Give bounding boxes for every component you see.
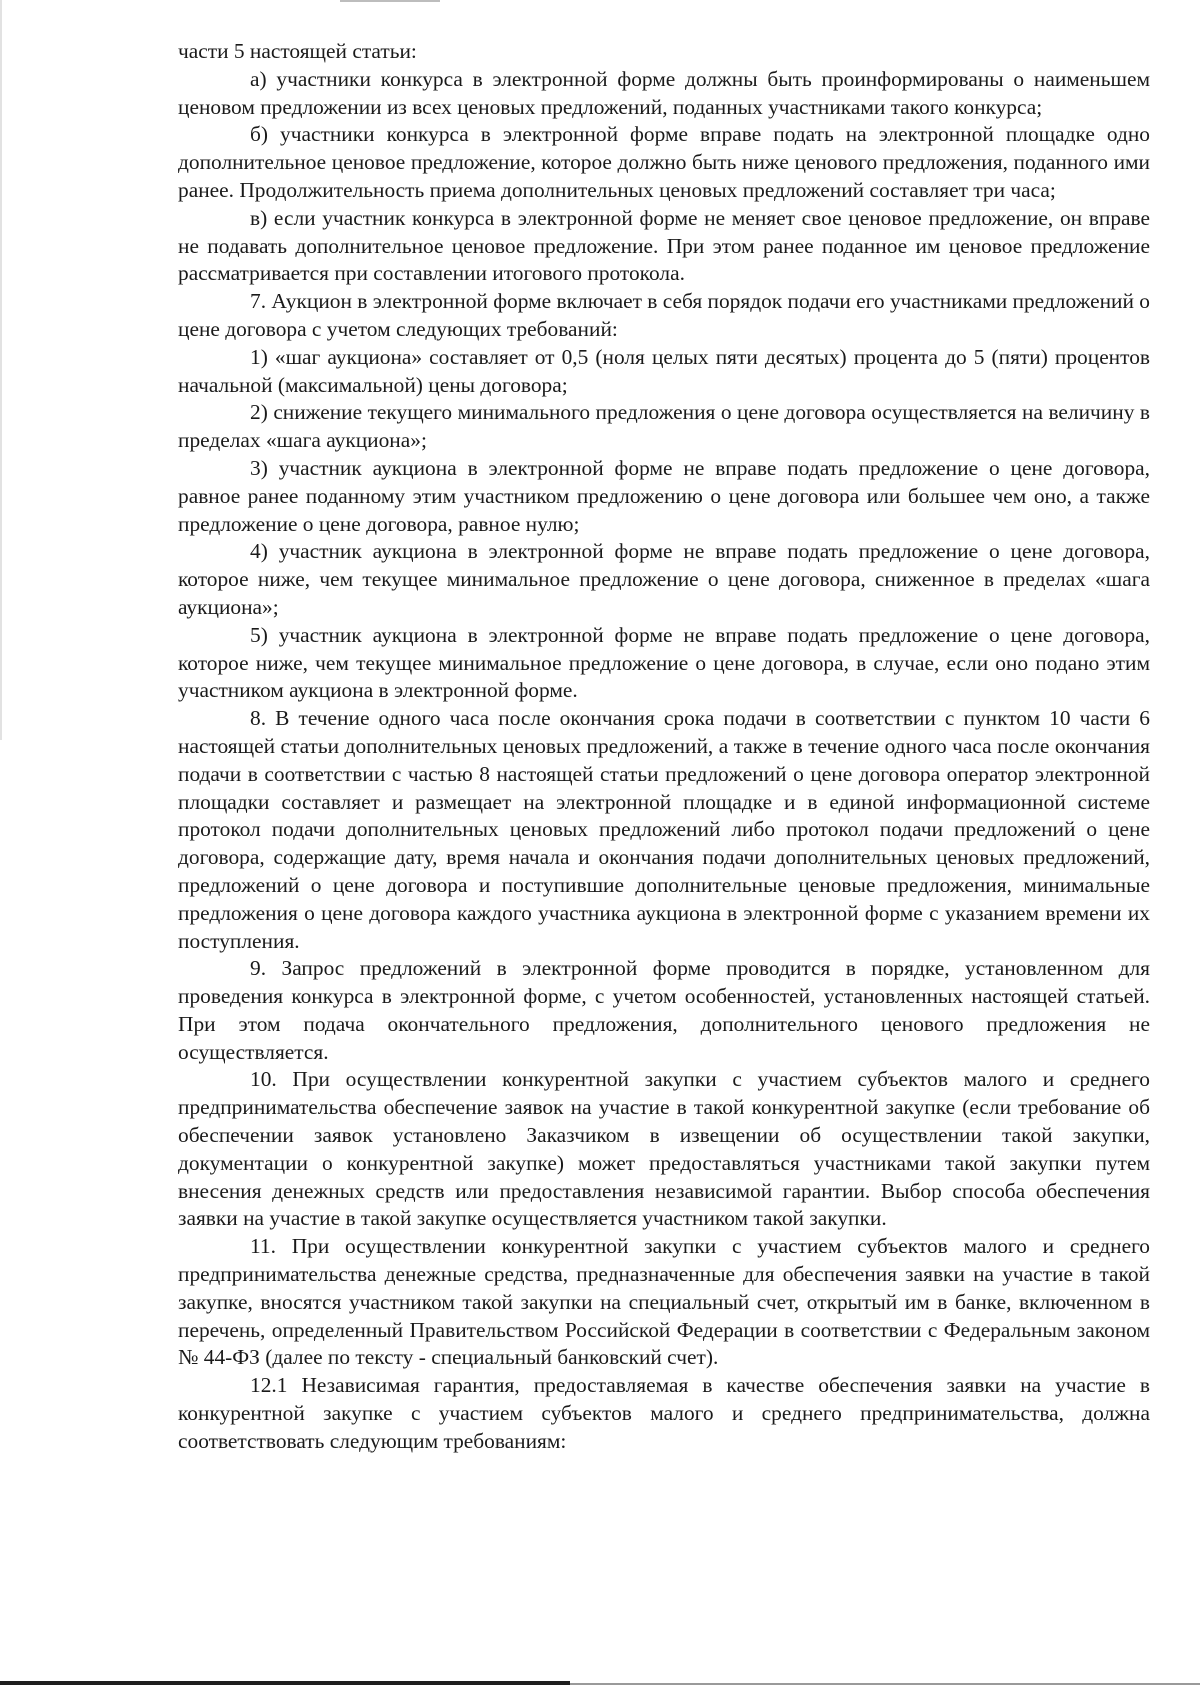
paragraph-section-11: 11. При осуществлении конкурентной закупки с участием субъектов малого и среднего предпринимательства денежные средства, предназначенные для обеспечения заявки на участие в такой закупке, вносятся участником такой закупки на специальный счет, открытый им в банке, включенном в перечень, определенный Правительством Российской Федерации в соответствии с Федеральным законом № 44-ФЗ (далее по тексту - специальный банковский счет). [178,1234,1150,1370]
paragraph-item-1: 1) «шаг аукциона» составляет от 0,5 (ноля целых пяти десятых) процента до 5 (пяти) процентов начальной (максимальной) цены договора; [178,344,1150,397]
paragraph-item-3: 3) участник аукциона в электронной форме не вправе подать предложение о цене договора, равное ранее поданному этим участником предложению о цене договора или большее чем оно, а также предложение о цене договора, равное нулю; [178,455,1150,536]
paragraph-section-12-1: 12.1 Независимая гарантия, предоставляемая в качестве обеспечения заявки на участие в конкурентной закупке с участием субъектов малого и среднего предпринимательства, должна соответствовать следующим требованиям: [178,1373,1150,1453]
paragraph-item-5: 5) участник аукциона в электронной форме не вправе подать предложение о цене договора, которое ниже, чем текущее минимальное предложение о цене договора, в случае, если оно подано этим участником аукциона в электронной форме. [178,622,1150,703]
scan-edge-line-bottom-faint [570,1683,1200,1685]
paragraph-item-v: в) если участник конкурса в электронной форме не меняет свое ценовое предложение, он вправе не подавать дополнительное ценовое предложение. При этом ранее поданное им ценовое предложение рассматривается при составлении итогового протокола. [178,205,1150,286]
paragraph-section-7: 7. Аукцион в электронной форме включает в себя порядок подачи его участниками предложений о цене договора с учетом следующих требований: [178,289,1150,341]
paragraph-item-b: б) участники конкурса в электронной форме вправе подать на электронной площадке одно дополнительное ценовое предложение, которое должно быть ниже ценового предложения, поданного ими ранее. Продолжительность приема дополнительных ценовых предложений составляет три часа; [178,122,1150,202]
paragraph-item-2: 2) снижение текущего минимального предложения о цене договора осуществляется на величину в пределах «шага аукциона»; [178,400,1150,453]
document-body [178,38,1150,1456]
paragraph-item-4: 4) участник аукциона в электронной форме не вправе подать предложение о цене договора, которое ниже, чем текущее минимальное предложение о цене договора, сниженное в пределах «шага аукциона»; [178,539,1150,619]
paragraph-section-9: 9. Запрос предложений в электронной форме проводится в порядке, установленном для проведения конкурса в электронной форме, с учетом особенностей, установленных настоящей статьей. При этом подача окончательного предложения, дополнительного ценового предложения не осуществляется. [178,956,1150,1064]
scan-edge-line-bottom [0,1681,570,1685]
paragraph-section-8: 8. В течение одного часа после окончания срока подачи в соответствии с пунктом 10 части 6 настоящей статьи дополнительных ценовых предложений, а также в течение одного часа после окончания подачи в соответствии с частью 8 настоящей статьи предложений о цене договора оператор электронной площадки составляет и размещает на электронной площадке и в единой информационной системе протокол подачи дополнительных ценовых предложений либо протокол подачи предложений о цене договора, содержащие дату, время начала и окончания подачи дополнительных ценовых предложений, предложений о цене договора и поступившие дополнительные ценовые предложения, минимальные предложения о цене договора каждого участника аукциона в электронной форме с указанием времени их поступления. [178,706,1150,953]
paragraph-item-a: а) участники конкурса в электронной форме должны быть проинформированы о наименьшем ценовом предложении из всех ценовых предложений, поданных участниками такого конкурса; [178,66,1150,119]
paragraph-section-10: 10. При осуществлении конкурентной закупки с участием субъектов малого и среднего предпринимательства обеспечение заявок на участие в такой конкурентной закупке (если требование об обеспечении заявок установлено Заказчиком в извещении об осуществлении такой закупки, документации о конкурентной закупке) может предоставляться участниками такой закупки путем внесения денежных средств или предоставления независимой гарантии. Выбор способа обеспечения заявки на участие в такой закупке осуществляется участником такой закупки. [178,1067,1150,1231]
scan-edge-shadow-left [0,0,2,740]
paragraph-continuation: части 5 настоящей статьи: [178,39,417,63]
scan-edge-mark-top [340,0,440,2]
